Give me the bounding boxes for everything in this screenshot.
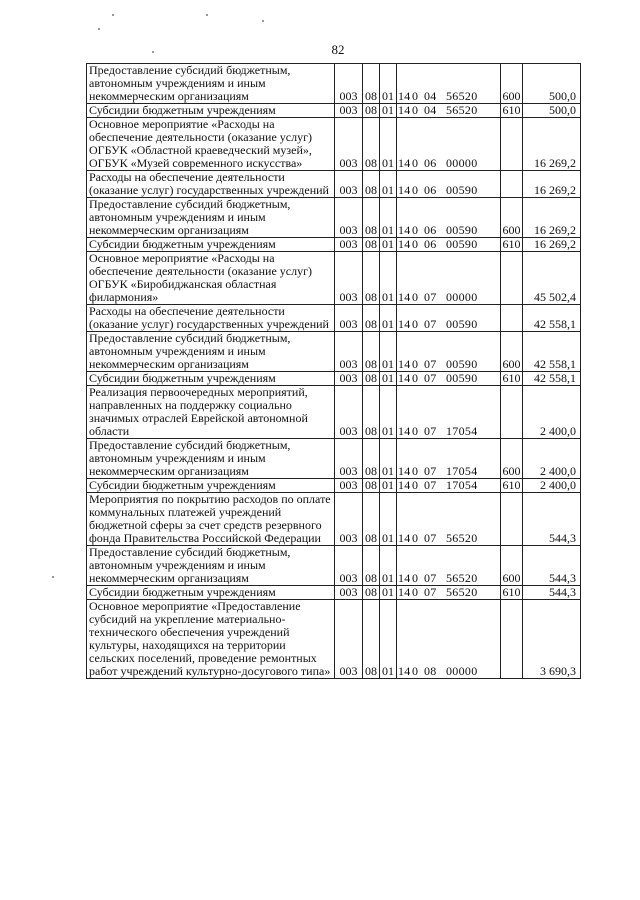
ministry-code-cell: 003	[335, 332, 363, 372]
target-article-part: 56520	[446, 571, 478, 585]
section-code-cell: 08	[363, 439, 380, 479]
target-article-part: 08	[424, 664, 437, 678]
target-article-part: 14	[398, 89, 411, 103]
section-code-cell: 08	[363, 600, 380, 679]
target-article-cell	[397, 64, 501, 104]
target-article-part: 56520	[446, 89, 478, 103]
target-article-cell	[397, 104, 501, 118]
target-article-part: 00000	[446, 156, 478, 170]
expense-type-cell	[501, 600, 523, 679]
section-code-cell: 08	[363, 238, 380, 252]
subsection-code-cell: 01	[380, 238, 397, 252]
ministry-code-cell: 003	[335, 546, 363, 586]
scan-speck	[206, 14, 208, 16]
target-article-part: 00590	[446, 371, 478, 385]
target-article-part: 00000	[446, 290, 478, 304]
amount-cell: 16 269,2	[523, 171, 581, 198]
target-article-part: 56520	[446, 103, 478, 117]
subsection-code-cell: 01	[380, 439, 397, 479]
target-article-part: 00590	[446, 357, 478, 371]
ministry-code-cell: 003	[335, 479, 363, 493]
amount-cell: 544,3	[523, 546, 581, 586]
target-article-part: 06	[424, 223, 437, 237]
expense-type-cell	[501, 171, 523, 198]
target-article-part: 07	[424, 357, 437, 371]
target-article-cell	[397, 479, 501, 493]
target-article-part: 14	[398, 357, 411, 371]
target-article-cell	[397, 198, 501, 238]
row-name-cell: Расходы на обеспечение деятельности (оказание услуг) государственных учреждений	[87, 171, 335, 198]
target-article-part: 14	[398, 183, 411, 197]
target-article-part: 07	[424, 290, 437, 304]
scan-speck	[112, 14, 114, 16]
expense-type-cell: 600	[501, 332, 523, 372]
target-article-part: 0	[412, 664, 419, 678]
table-row	[87, 104, 581, 118]
row-name-cell: Основное мероприятие «Расходы на обеспечение деятельности (оказание услуг) ОГБУК «Областной краеведческий музей», ОГБУК «Музей современного искусства»	[87, 118, 335, 171]
expense-type-cell: 600	[501, 64, 523, 104]
row-name-cell: Основное мероприятие «Предоставление субсидий на укрепление материально-технического обеспечения учреждений культуры, находящихся на территории сельских поселений, проведение ремонтных работ учреждений культурно-досугового типа»	[87, 600, 335, 679]
subsection-code-cell: 01	[380, 64, 397, 104]
amount-cell: 45 502,4	[523, 252, 581, 305]
target-article-part: 07	[424, 478, 437, 492]
target-article-part: 07	[424, 531, 437, 545]
amount-cell: 42 558,1	[523, 305, 581, 332]
ministry-code-cell: 003	[335, 386, 363, 439]
target-article-part: 07	[424, 585, 437, 599]
subsection-code-cell: 01	[380, 600, 397, 679]
scan-speck	[152, 51, 154, 53]
target-article-part: 14	[398, 317, 411, 331]
target-article-part: 17054	[446, 424, 478, 438]
amount-cell: 544,3	[523, 586, 581, 600]
target-article-cell	[397, 386, 501, 439]
target-article-part: 07	[424, 317, 437, 331]
table-row	[87, 252, 581, 305]
expense-type-cell	[501, 493, 523, 546]
target-article-part: 04	[424, 89, 437, 103]
ministry-code-cell: 003	[335, 104, 363, 118]
scan-speck	[98, 28, 100, 30]
budget-allocation-table	[86, 63, 581, 679]
table-row	[87, 64, 581, 104]
ministry-code-cell: 003	[335, 586, 363, 600]
target-article-cell	[397, 305, 501, 332]
page-number: 82	[331, 42, 345, 57]
expense-type-cell: 610	[502, 585, 521, 599]
table-body	[87, 64, 581, 679]
expense-type-cell: 610	[502, 371, 521, 385]
table-row	[87, 439, 581, 479]
target-article-part: 56520	[446, 531, 478, 545]
ministry-code-cell: 003	[335, 372, 363, 386]
amount-cell: 16 269,2	[523, 118, 581, 171]
target-article-cell	[397, 332, 501, 372]
target-article-part: 14	[398, 664, 411, 678]
subsection-code-cell: 01	[380, 104, 397, 118]
section-code-cell: 08	[363, 305, 380, 332]
amount-cell: 2 400,0	[523, 386, 581, 439]
row-name-cell: Субсидии бюджетным учреждениям	[87, 372, 335, 386]
amount-cell: 2 400,0	[523, 479, 581, 493]
section-code-cell: 08	[363, 118, 380, 171]
section-code-cell: 08	[363, 586, 380, 600]
expense-type-cell: 610	[502, 478, 521, 492]
ministry-code-cell: 003	[335, 493, 363, 546]
target-article-part: 0	[412, 183, 419, 197]
amount-cell: 544,3	[523, 493, 581, 546]
ministry-code-cell: 003	[335, 305, 363, 332]
subsection-code-cell: 01	[380, 586, 397, 600]
ministry-code-cell: 003	[335, 171, 363, 198]
section-code-cell: 08	[363, 493, 380, 546]
section-code-cell: 08	[363, 104, 380, 118]
target-article-cell	[397, 171, 501, 198]
ministry-code-cell: 003	[335, 64, 363, 104]
section-code-cell: 08	[363, 198, 380, 238]
row-name-cell: Предоставление субсидий бюджетным, автономным учреждениям и иным некоммерческим организациям	[87, 198, 335, 238]
expense-type-cell: 600	[501, 198, 523, 238]
table-row	[87, 600, 581, 679]
target-article-part: 0	[412, 317, 419, 331]
subsection-code-cell: 01	[380, 372, 397, 386]
target-article-part: 07	[424, 424, 437, 438]
target-article-part: 0	[412, 585, 419, 599]
target-article-cell	[397, 546, 501, 586]
target-article-part: 14	[398, 290, 411, 304]
target-article-part: 56520	[446, 585, 478, 599]
table-row	[87, 171, 581, 198]
row-name-cell: Субсидии бюджетным учреждениям	[87, 479, 335, 493]
target-article-part: 14	[398, 531, 411, 545]
expense-type-cell	[501, 386, 523, 439]
expense-type-cell: 610	[502, 103, 521, 117]
table-row	[87, 238, 581, 252]
target-article-part: 0	[412, 357, 419, 371]
target-article-cell	[397, 252, 501, 305]
row-name-cell: Реализация первоочередных мероприятий, направленных на поддержку социально значимых отраслей Еврейской автономной области	[87, 386, 335, 439]
row-name-cell: Предоставление субсидий бюджетным, автономным учреждениям и иным некоммерческим организациям	[87, 439, 335, 479]
section-code-cell: 08	[363, 372, 380, 386]
expense-type-cell	[501, 252, 523, 305]
row-name-cell: Предоставление субсидий бюджетным, автономным учреждениям и иным некоммерческим организациям	[87, 64, 335, 104]
target-article-part: 04	[424, 103, 437, 117]
target-article-part: 06	[424, 237, 437, 251]
target-article-part: 0	[412, 103, 419, 117]
target-article-part: 06	[424, 183, 437, 197]
table-row	[87, 586, 581, 600]
target-article-part: 0	[412, 223, 419, 237]
table-row	[87, 493, 581, 546]
table-row	[87, 118, 581, 171]
row-name-cell: Мероприятия по покрытию расходов по оплате коммунальных платежей учреждений бюджетной сферы за счет средств резервного фонда Правительства Российской Федерации	[87, 493, 335, 546]
ministry-code-cell: 003	[335, 439, 363, 479]
table-row	[87, 198, 581, 238]
target-article-part: 06	[424, 156, 437, 170]
ministry-code-cell: 003	[335, 238, 363, 252]
table-row	[87, 372, 581, 386]
target-article-cell	[397, 600, 501, 679]
target-article-cell	[397, 238, 501, 252]
scan-speck	[52, 576, 54, 578]
table-row	[87, 305, 581, 332]
expense-type-cell	[501, 118, 523, 171]
amount-cell: 2 400,0	[523, 439, 581, 479]
section-code-cell: 08	[363, 386, 380, 439]
amount-cell: 42 558,1	[523, 332, 581, 372]
amount-cell: 42 558,1	[523, 372, 581, 386]
subsection-code-cell: 01	[380, 479, 397, 493]
ministry-code-cell: 003	[335, 600, 363, 679]
expense-type-cell: 600	[501, 439, 523, 479]
target-article-cell	[397, 372, 501, 386]
target-article-part: 17054	[446, 478, 478, 492]
ministry-code-cell: 003	[335, 118, 363, 171]
scan-speck	[262, 20, 264, 22]
target-article-part: 17054	[446, 464, 478, 478]
table-row	[87, 479, 581, 493]
target-article-cell	[397, 439, 501, 479]
target-article-part: 14	[398, 571, 411, 585]
target-article-part: 14	[398, 103, 411, 117]
target-article-part: 14	[398, 371, 411, 385]
target-article-part: 00590	[446, 317, 478, 331]
row-name-cell: Субсидии бюджетным учреждениям	[87, 238, 335, 252]
target-article-part: 0	[412, 464, 419, 478]
expense-type-cell: 610	[502, 237, 521, 251]
table-row	[87, 332, 581, 372]
row-name-cell: Субсидии бюджетным учреждениям	[87, 104, 335, 118]
target-article-part: 0	[412, 89, 419, 103]
section-code-cell: 08	[363, 252, 380, 305]
target-article-part: 00000	[446, 664, 478, 678]
subsection-code-cell: 01	[380, 305, 397, 332]
target-article-part: 0	[412, 478, 419, 492]
section-code-cell: 08	[363, 171, 380, 198]
target-article-part: 0	[412, 237, 419, 251]
table-row	[87, 546, 581, 586]
target-article-part: 14	[398, 585, 411, 599]
target-article-part: 00590	[446, 237, 478, 251]
section-code-cell: 08	[363, 546, 380, 586]
amount-cell: 500,0	[523, 64, 581, 104]
target-article-part: 14	[398, 237, 411, 251]
row-name-cell: Предоставление субсидий бюджетным, автономным учреждениям и иным некоммерческим организациям	[87, 332, 335, 372]
target-article-part: 0	[412, 156, 419, 170]
subsection-code-cell: 01	[380, 546, 397, 586]
subsection-code-cell: 01	[380, 171, 397, 198]
target-article-cell	[397, 586, 501, 600]
target-article-part: 0	[412, 371, 419, 385]
amount-cell: 3 690,3	[523, 600, 581, 679]
target-article-part: 14	[398, 478, 411, 492]
target-article-part: 07	[424, 371, 437, 385]
amount-cell: 16 269,2	[523, 198, 581, 238]
target-article-part: 00590	[446, 223, 478, 237]
target-article-cell	[397, 493, 501, 546]
amount-cell: 16 269,2	[523, 238, 581, 252]
target-article-part: 0	[412, 571, 419, 585]
ministry-code-cell: 003	[335, 198, 363, 238]
ministry-code-cell: 003	[335, 252, 363, 305]
row-name-cell: Основное мероприятие «Расходы на обеспечение деятельности (оказание услуг) ОГБУК «Биробиджанская областная филармония»	[87, 252, 335, 305]
target-article-part: 00590	[446, 183, 478, 197]
section-code-cell: 08	[363, 332, 380, 372]
subsection-code-cell: 01	[380, 386, 397, 439]
target-article-part: 0	[412, 424, 419, 438]
expense-type-cell: 600	[501, 546, 523, 586]
amount-cell: 500,0	[523, 104, 581, 118]
row-name-cell: Расходы на обеспечение деятельности (оказание услуг) государственных учреждений	[87, 305, 335, 332]
table-row	[87, 386, 581, 439]
target-article-cell	[397, 118, 501, 171]
subsection-code-cell: 01	[380, 198, 397, 238]
target-article-part: 0	[412, 290, 419, 304]
target-article-part: 14	[398, 156, 411, 170]
target-article-part: 07	[424, 464, 437, 478]
target-article-part: 14	[398, 424, 411, 438]
target-article-part: 14	[398, 464, 411, 478]
section-code-cell: 08	[363, 64, 380, 104]
row-name-cell: Субсидии бюджетным учреждениям	[87, 586, 335, 600]
expense-type-cell	[501, 305, 523, 332]
section-code-cell: 08	[363, 479, 380, 493]
subsection-code-cell: 01	[380, 493, 397, 546]
target-article-part: 07	[424, 571, 437, 585]
subsection-code-cell: 01	[380, 252, 397, 305]
subsection-code-cell: 01	[380, 332, 397, 372]
row-name-cell: Предоставление субсидий бюджетным, автономным учреждениям и иным некоммерческим организациям	[87, 546, 335, 586]
target-article-part: 14	[398, 223, 411, 237]
subsection-code-cell: 01	[380, 118, 397, 171]
target-article-part: 0	[412, 531, 419, 545]
